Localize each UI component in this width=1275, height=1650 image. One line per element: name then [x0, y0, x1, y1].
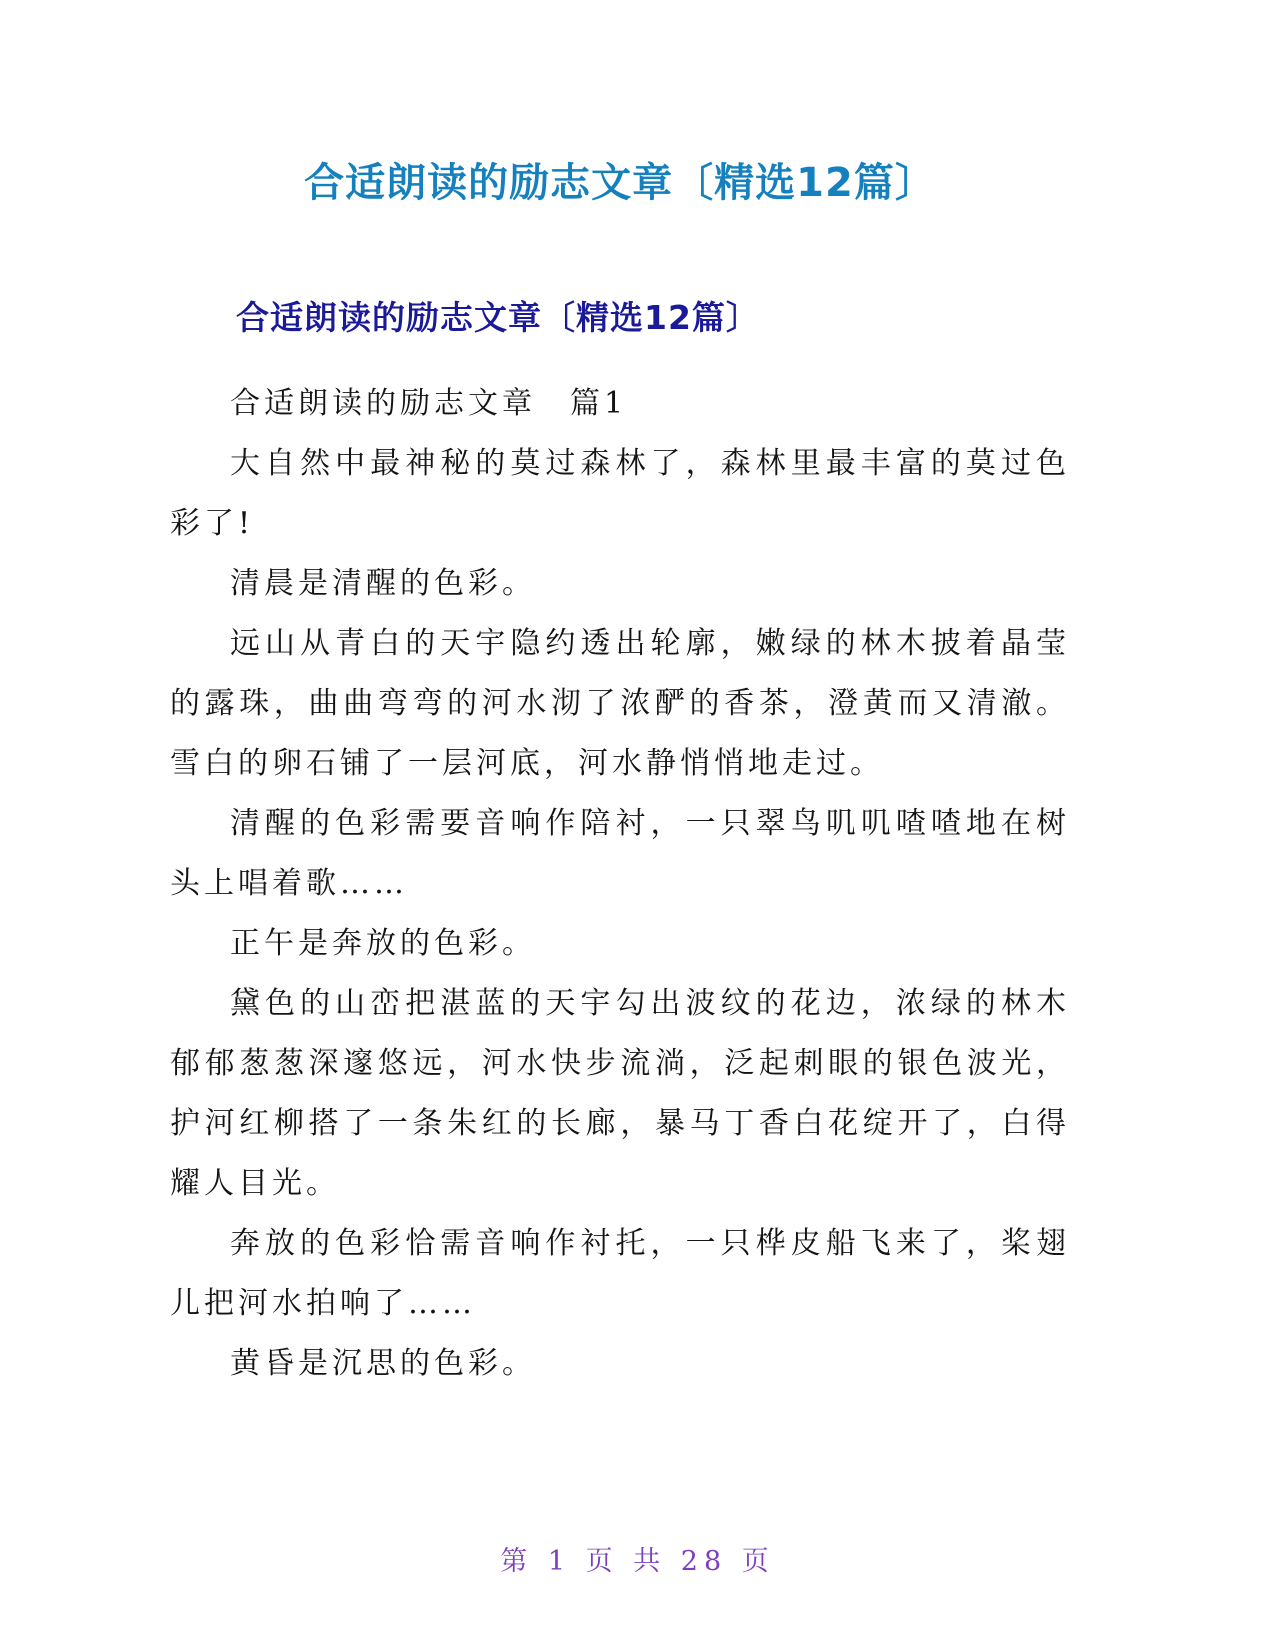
paragraph: 清醒的色彩需要音响作陪衬，一只翠鸟叽叽喳喳地在树头上唱着歌…… — [170, 805, 1070, 901]
page-number-indicator: 第 1 页 共 28 页 — [500, 1546, 775, 1577]
paragraph: 黛色的山峦把湛蓝的天宇勾出波纹的花边，浓绿的林木郁郁葱葱深邃悠远，河水快步流淌，泛起刺眼的银色波光，护河红柳搭了一条朱红的长廊，暴马丁香白花绽开了，白得耀人目光。 — [170, 985, 1070, 1201]
document-subtitle: 合适朗读的励志文章〔精选12篇〕 — [236, 298, 760, 337]
paragraph: 清晨是清醒的色彩。 — [230, 565, 536, 601]
paragraph: 奔放的色彩恰需音响作衬托，一只桦皮船飞来了，桨翅儿把河水拍响了…… — [170, 1225, 1070, 1321]
document-body — [170, 374, 1070, 1394]
paragraph: 正午是奔放的色彩。 — [230, 925, 536, 961]
paragraph-section-label: 合适朗读的励志文章 篇1 — [230, 385, 628, 421]
document-content — [170, 0, 1070, 1394]
paragraph: 黄昏是沉思的色彩。 — [230, 1345, 536, 1381]
paragraph: 远山从青白的天宇隐约透出轮廓，嫩绿的林木披着晶莹的露珠，曲曲弯弯的河水沏了浓酽的香茶，澄黄而又清澈。雪白的卵石铺了一层河底，河水静悄悄地走过。 — [170, 625, 1070, 781]
document-title: 合适朗读的励志文章〔精选12篇〕 — [304, 160, 936, 206]
paragraph: 大自然中最神秘的莫过森林了，森林里最丰富的莫过色彩了! — [170, 445, 1070, 541]
